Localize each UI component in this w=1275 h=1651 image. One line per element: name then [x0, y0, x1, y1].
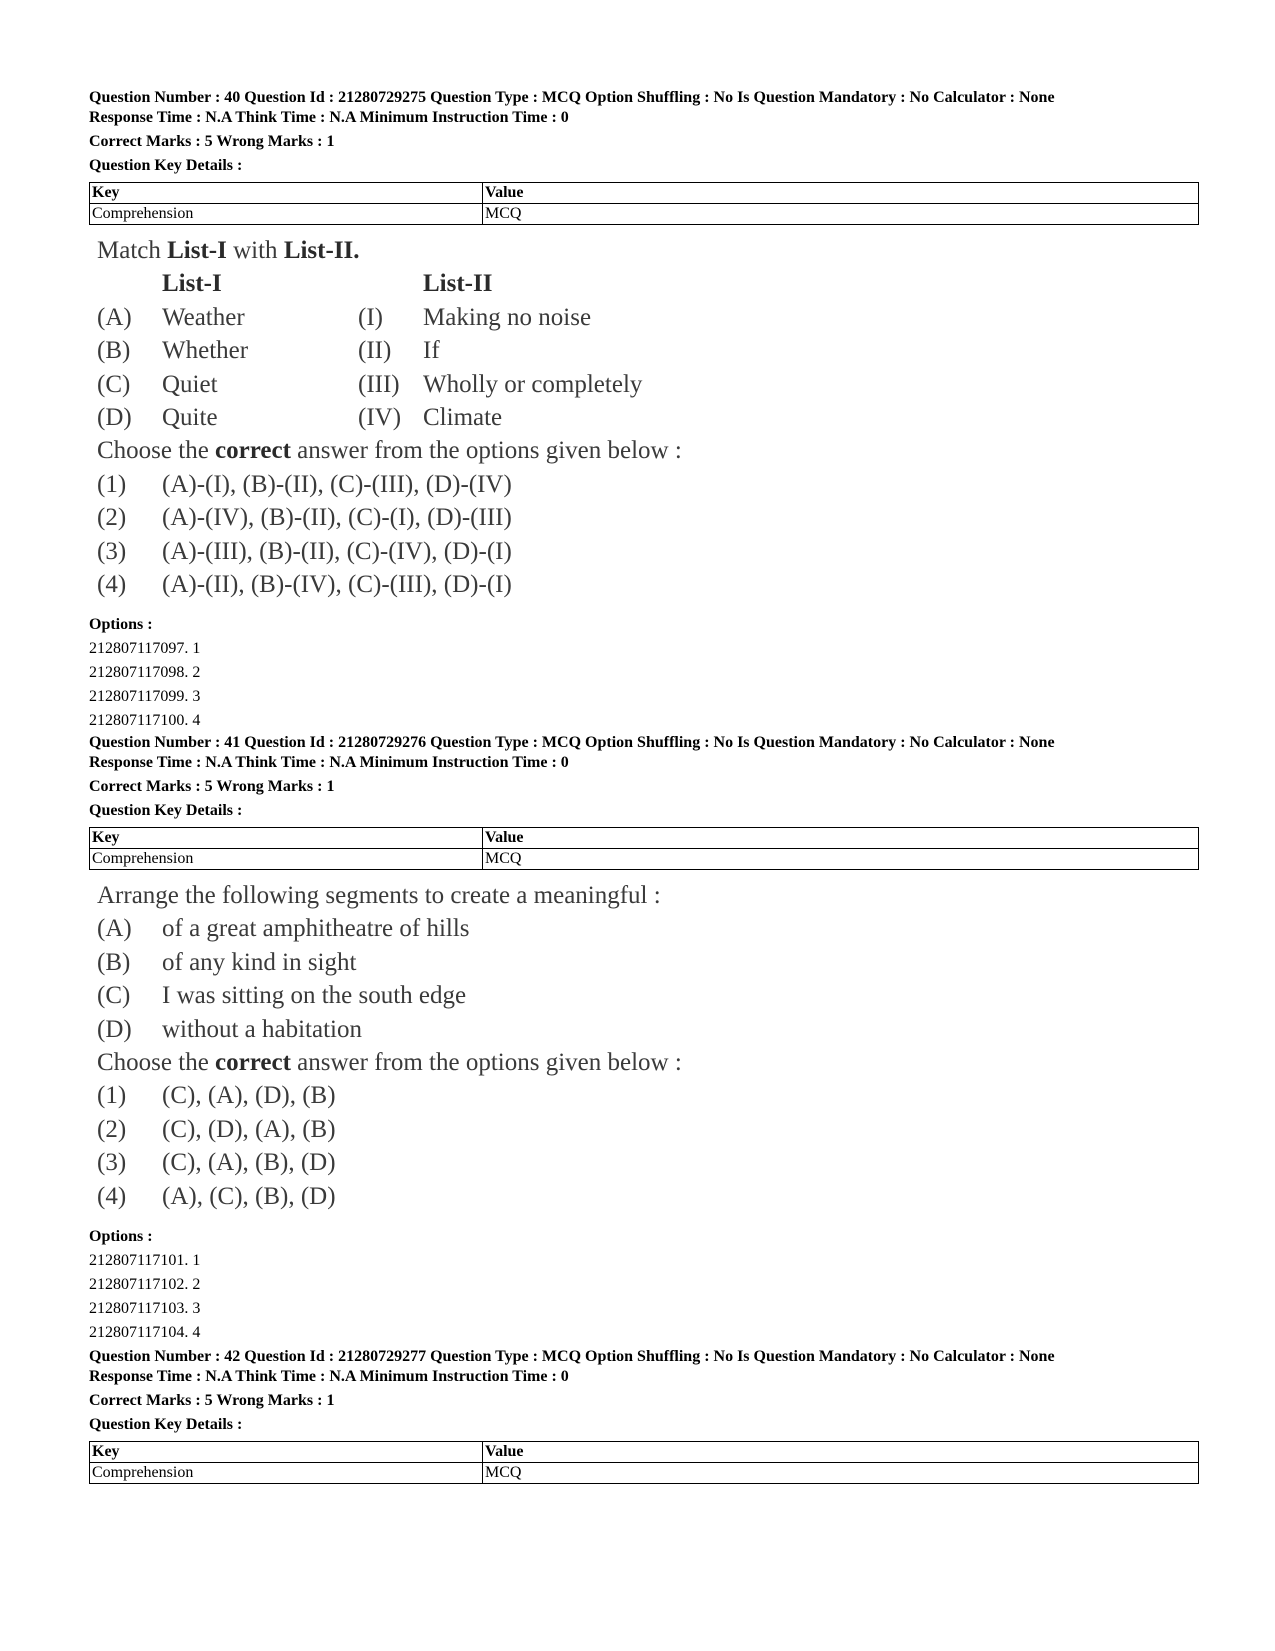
table-header-row: [90, 183, 1199, 204]
table-header-row: [90, 1442, 1199, 1463]
answer-choice: (2) (A)-(IV), (B)-(II), (C)-(I), (D)-(III): [97, 504, 512, 532]
header-value: Value: [483, 183, 1199, 204]
key-details-table: [89, 827, 1199, 870]
question-intro: Arrange the following segments to create a meaningful :: [97, 882, 661, 909]
key-details-table: [89, 182, 1199, 225]
question-intro: Match List-I with List-II.: [97, 237, 360, 264]
choose-instruction: Choose the correct answer from the options given below :: [97, 1048, 682, 1076]
list-item: (D) Quite (IV) Climate: [97, 403, 503, 431]
options-list: [89, 613, 1199, 733]
answer-choice: (4) (A)-(II), (B)-(IV), (C)-(III), (D)-(I): [97, 570, 512, 598]
table-row: [90, 204, 1199, 225]
question-40: [89, 88, 1199, 733]
question-meta-line2: Response Time : N.A Think Time : N.A Minimum Instruction Time : 0: [89, 754, 569, 771]
question-meta-line2: Response Time : N.A Think Time : N.A Minimum Instruction Time : 0: [89, 109, 569, 126]
segment-item: (D) without a habitation: [97, 1015, 362, 1043]
list-item: (B) Whether (II) If: [97, 337, 440, 365]
options-label: Options :: [89, 1227, 153, 1245]
question-marks: Correct Marks : 5 Wrong Marks : 1: [89, 133, 335, 150]
key-details-label: Question Key Details :: [89, 157, 243, 174]
segment-item: (A) of a great amphitheatre of hills: [97, 915, 470, 943]
question-41: [89, 733, 1199, 1345]
cell-value: MCQ: [483, 204, 1199, 225]
table-row: [90, 1463, 1199, 1484]
list2-title: List-II: [423, 270, 493, 298]
key-details-label: Question Key Details :: [89, 802, 243, 819]
cell-key: Comprehension: [90, 204, 483, 225]
question-meta-line1: Question Number : 40 Question Id : 21280729275 Question Type : MCQ Option Shuffling : No Is Question Mandatory : No Calculator : None: [89, 89, 1055, 106]
option-item: 212807117103. 3: [89, 1299, 201, 1317]
answer-choice: (1) (A)-(I), (B)-(II), (C)-(III), (D)-(IV): [97, 470, 512, 498]
list1-title: List-I: [162, 270, 222, 298]
cell-value: MCQ: [483, 849, 1199, 870]
question-42: [89, 1347, 1199, 1484]
option-item: 212807117102. 2: [89, 1275, 201, 1293]
header-key: Key: [90, 183, 483, 204]
list-item: (C) Quiet (III) Wholly or completely: [97, 370, 643, 398]
answer-choice: (1) (C), (A), (D), (B): [97, 1082, 336, 1110]
list-titles: [89, 267, 1199, 300]
question-meta-line1: Question Number : 41 Question Id : 21280729276 Question Type : MCQ Option Shuffling : No Is Question Mandatory : No Calculator : None: [89, 734, 1055, 751]
option-item: 212807117097. 1: [89, 640, 201, 658]
question-body: [89, 879, 1199, 1213]
key-details-label: Question Key Details :: [89, 1416, 243, 1433]
options-label: Options :: [89, 616, 153, 634]
option-item: 212807117099. 3: [89, 688, 201, 706]
option-item: 212807117104. 4: [89, 1323, 201, 1341]
question-meta-line2: Response Time : N.A Think Time : N.A Minimum Instruction Time : 0: [89, 1368, 569, 1385]
key-details-table: [89, 1441, 1199, 1484]
segment-item: (B) of any kind in sight: [97, 948, 357, 976]
question-body: [89, 234, 1199, 601]
cell-key: Comprehension: [90, 1463, 483, 1484]
option-item: 212807117098. 2: [89, 664, 201, 682]
list-item: (A) Weather (I) Making no noise: [97, 303, 592, 331]
question-meta-line1: Question Number : 42 Question Id : 21280729277 Question Type : MCQ Option Shuffling : No Is Question Mandatory : No Calculator : None: [89, 1348, 1055, 1365]
header-key: Key: [90, 1442, 483, 1463]
header-value: Value: [483, 828, 1199, 849]
cell-value: MCQ: [483, 1463, 1199, 1484]
segment-item: (C) I was sitting on the south edge: [97, 982, 467, 1010]
table-row: [90, 849, 1199, 870]
answer-choice: (2) (C), (D), (A), (B): [97, 1115, 336, 1143]
table-header-row: [90, 828, 1199, 849]
answer-choice: (3) (A)-(III), (B)-(II), (C)-(IV), (D)-(I): [97, 537, 512, 565]
cell-key: Comprehension: [90, 849, 483, 870]
options-list: [89, 1225, 1199, 1345]
header-value: Value: [483, 1442, 1199, 1463]
choose-instruction: Choose the correct answer from the options given below :: [97, 437, 682, 465]
answer-choice: (3) (C), (A), (B), (D): [97, 1149, 336, 1177]
header-key: Key: [90, 828, 483, 849]
answer-choice: (4) (A), (C), (B), (D): [97, 1182, 336, 1210]
option-item: 212807117101. 1: [89, 1251, 201, 1269]
option-item: 212807117100. 4: [89, 712, 201, 730]
question-marks: Correct Marks : 5 Wrong Marks : 1: [89, 778, 335, 795]
question-marks: Correct Marks : 5 Wrong Marks : 1: [89, 1392, 335, 1409]
